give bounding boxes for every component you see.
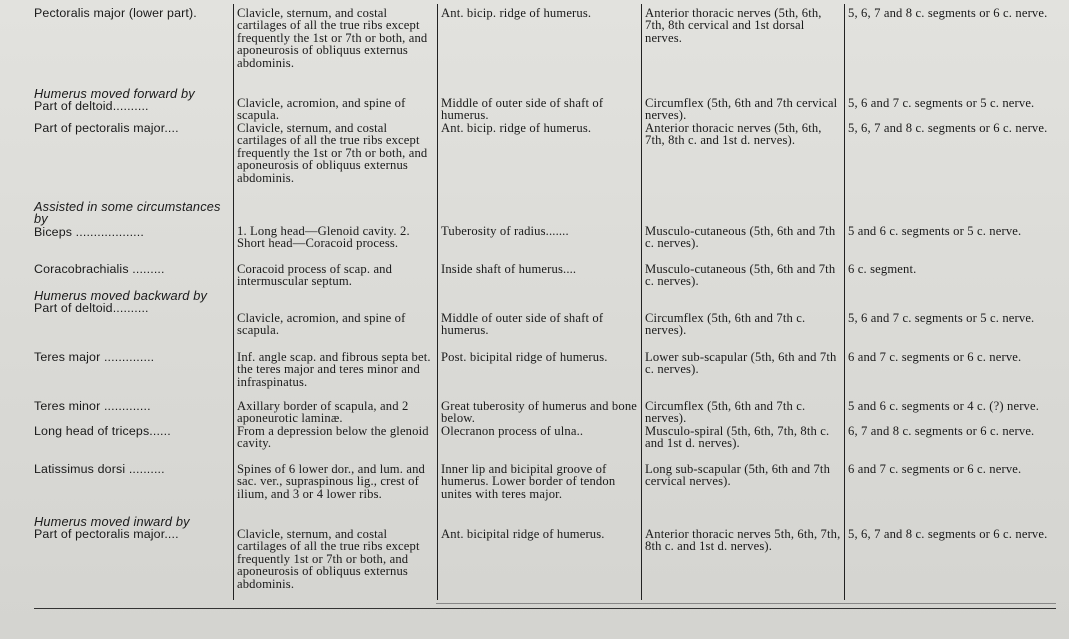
muscle-name: Part of deltoid.......... xyxy=(34,301,149,316)
origin-cell: 1. Long head—Glenoid cavity. 2. Short head—Coracoid process. xyxy=(237,224,410,251)
segments-cell: 5 and 6 c. segments or 5 c. nerve. xyxy=(848,224,1022,238)
column-rule-4 xyxy=(844,4,845,600)
origin-cell: From a depression below the glenoid cavity. xyxy=(237,424,429,451)
muscle-cell xyxy=(34,463,230,475)
insertion-cell: Middle of outer side of shaft of humerus. xyxy=(441,311,604,338)
origin-cell: Clavicle, sternum, and costal cartilages of all the true ribs except frequently the 1st or 7th or both, and aponeurosis of obliquus externus abdominis. xyxy=(237,6,428,70)
nerve-cell: Long sub-scapular (5th, 6th and 7th cervical nerves). xyxy=(645,462,831,489)
segments-cell: 5, 6 and 7 c. segments or 5 c. nerve. xyxy=(848,311,1035,325)
segments-cell: 6 c. segment. xyxy=(848,262,917,276)
bottom-rule xyxy=(34,608,1056,609)
muscle-name: Biceps ................... xyxy=(34,224,144,239)
muscle-cell xyxy=(34,201,230,238)
origin-cell: Axillary border of scapula, and 2 aponeurotic laminæ. xyxy=(237,399,409,426)
muscle-name: Pectoralis major (lower part). xyxy=(34,6,197,20)
bottom-rule-faint xyxy=(436,603,1056,604)
muscle-cell xyxy=(34,351,230,363)
segments-cell: 6, 7 and 8 c. segments or 6 c. nerve. xyxy=(848,424,1035,438)
nerve-cell: Anterior thoracic nerves 5th, 6th, 7th, 8th c. and 1st d. nerves). xyxy=(645,527,841,554)
muscle-cell xyxy=(34,516,230,541)
insertion-cell: Inner lip and bicipital groove of humerus. Lower border of tendon unites with teres major. xyxy=(441,462,616,501)
muscle-cell xyxy=(34,290,230,315)
muscle-cell xyxy=(34,88,230,113)
insertion-cell: Ant. bicip. ridge of humerus. xyxy=(441,121,592,135)
origin-cell: Inf. angle scap. and fibrous septa bet. the teres major and teres minor and infraspinatus. xyxy=(237,350,431,389)
insertion-cell: Ant. bicipital ridge of humerus. xyxy=(441,527,605,541)
column-rule-1 xyxy=(233,4,234,600)
muscle-name: Latissimus dorsi .......... xyxy=(34,462,165,476)
column-rule-3 xyxy=(641,4,642,600)
muscle-name: Part of deltoid.......... xyxy=(34,99,149,114)
segments-cell: 5, 6, 7 and 8 c. segments or 6 c. nerve. xyxy=(848,527,1048,541)
segments-cell: 6 and 7 c. segments or 6 c. nerve. xyxy=(848,462,1022,476)
nerve-cell: Circumflex (5th, 6th and 7th c. nerves). xyxy=(645,311,806,338)
nerve-cell: Anterior thoracic nerves (5th, 6th, 7th, 8th c. and 1st d. nerves). xyxy=(645,121,822,148)
origin-cell: Coracoid process of scap. and intermuscular septum. xyxy=(237,262,393,289)
origin-cell: Clavicle, sternum, and costal cartilages of all the true ribs except frequently the 1st or 7th or both, and aponeurosis of obliquus externus abdominis. xyxy=(237,121,428,185)
muscle-cell xyxy=(34,400,230,412)
origin-cell: Spines of 6 lower dor., and lum. and sac. ver., supraspinous lig., crest of ilium, and 3 or 4 lower ribs. xyxy=(237,462,425,501)
insertion-cell: Olecranon process of ulna.. xyxy=(441,424,584,438)
origin-cell: Clavicle, acromion, and spine of scapula. xyxy=(237,96,406,123)
nerve-cell: Musculo-cutaneous (5th, 6th and 7th c. nerves). xyxy=(645,224,836,251)
nerve-cell: Circumflex (5th, 6th and 7th cervical nerves). xyxy=(645,96,838,123)
nerve-cell: Musculo-cutaneous (5th, 6th and 7th c. nerves). xyxy=(645,262,836,289)
muscle-name: Teres major .............. xyxy=(34,350,155,364)
segments-cell: 5, 6 and 7 c. segments or 5 c. nerve. xyxy=(848,96,1035,110)
muscle-cell xyxy=(34,425,230,437)
insertion-cell: Tuberosity of radius....... xyxy=(441,224,569,238)
nerve-cell: Lower sub-scapular (5th, 6th and 7th c. nerves). xyxy=(645,350,837,377)
nerve-cell: Musculo-spiral (5th, 6th, 7th, 8th c. and 1st d. nerves). xyxy=(645,424,830,451)
segments-cell: 5, 6, 7 and 8 c. segments or 6 c. nerve. xyxy=(848,121,1048,135)
insertion-cell: Great tuberosity of humerus and bone below. xyxy=(441,399,638,426)
group-heading: Humerus moved inward by xyxy=(34,514,190,529)
muscle-name: Coracobrachialis ......... xyxy=(34,262,165,276)
segments-cell: 6 and 7 c. segments or 6 c. nerve. xyxy=(848,350,1022,364)
group-heading: Humerus moved forward by xyxy=(34,86,195,101)
column-rule-2 xyxy=(437,4,438,600)
muscle-name: Teres minor ............. xyxy=(34,399,151,413)
nerve-cell: Circumflex (5th, 6th and 7th c. nerves). xyxy=(645,399,806,426)
nerve-cell: Anterior thoracic nerves (5th, 6th, 7th, 8th cervical and 1st dorsal nerves. xyxy=(645,6,822,45)
muscle-cell xyxy=(34,7,230,19)
muscle-name: Part of pectoralis major.... xyxy=(34,121,179,135)
muscle-cell xyxy=(34,263,230,275)
group-heading: Assisted in some circumstances by xyxy=(34,199,221,227)
muscle-name: Long head of triceps...... xyxy=(34,424,171,438)
insertion-cell: Inside shaft of humerus.... xyxy=(441,262,577,276)
group-heading: Humerus moved backward by xyxy=(34,288,208,303)
insertion-cell: Ant. bicip. ridge of humerus. xyxy=(441,6,592,20)
muscle-name: Part of pectoralis major.... xyxy=(34,527,179,542)
segments-cell: 5 and 6 c. segments or 4 c. (?) nerve. xyxy=(848,399,1040,413)
insertion-cell: Middle of outer side of shaft of humerus. xyxy=(441,96,604,123)
origin-cell: Clavicle, acromion, and spine of scapula. xyxy=(237,311,406,338)
insertion-cell: Post. bicipital ridge of humerus. xyxy=(441,350,608,364)
segments-cell: 5, 6, 7 and 8 c. segments or 6 c. nerve. xyxy=(848,6,1048,20)
muscle-cell xyxy=(34,122,230,134)
origin-cell: Clavicle, sternum, and costal cartilages of all the true ribs except frequently 1st or 7th or both, and aponeurosis of obliquus externus abdominis. xyxy=(237,527,420,591)
